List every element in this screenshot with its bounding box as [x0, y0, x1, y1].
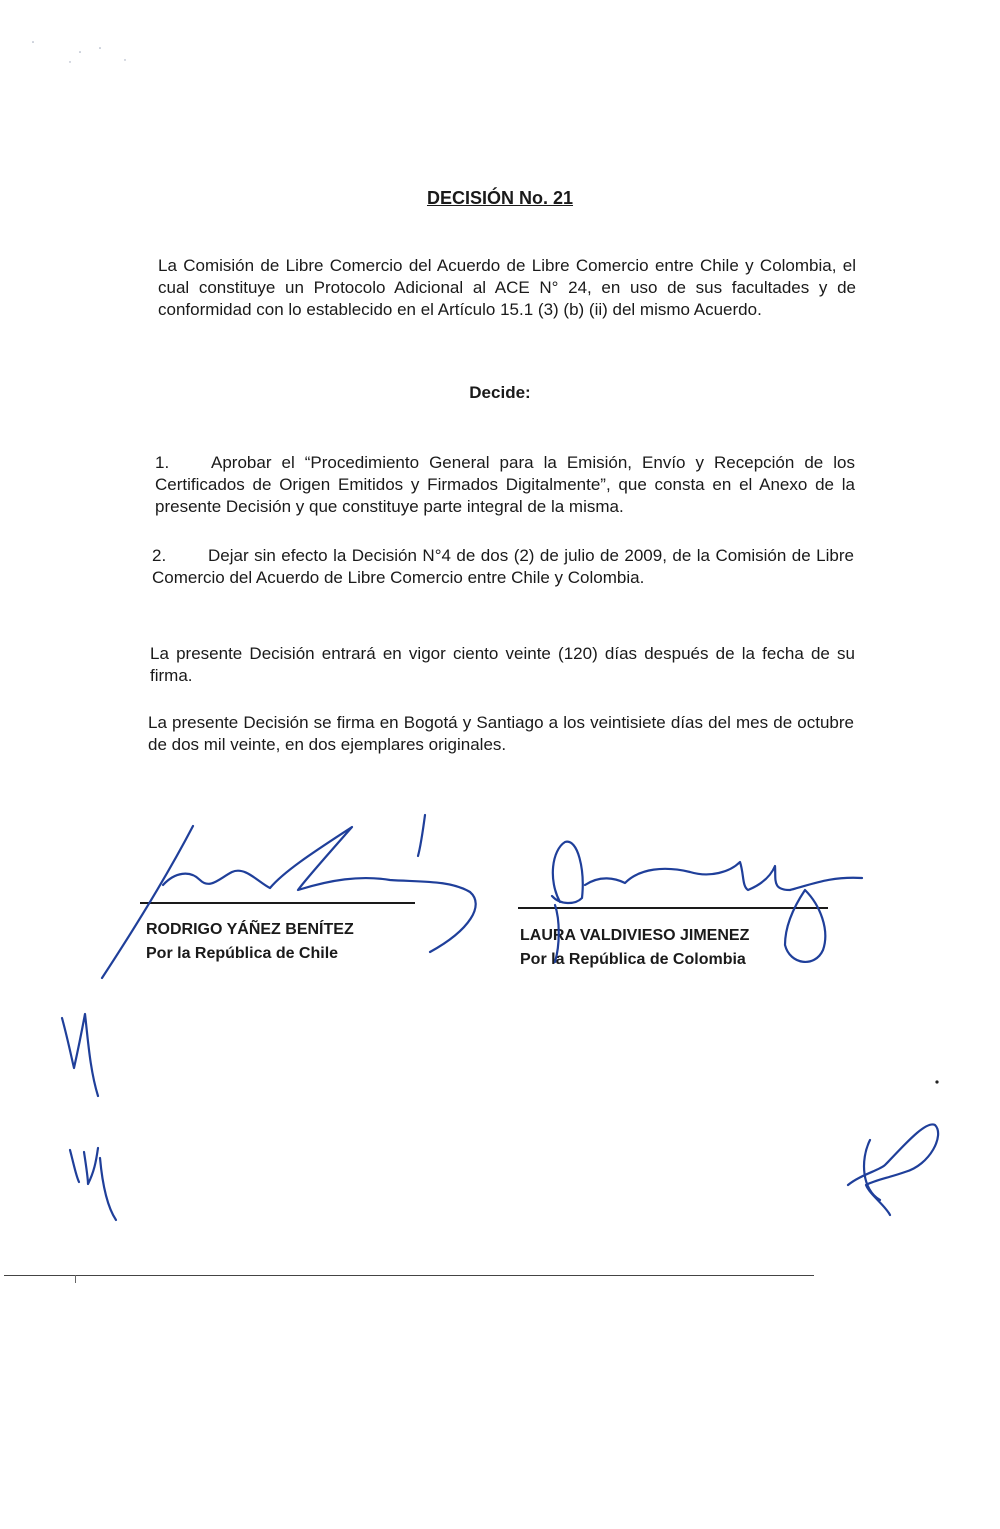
- signatory-name-colombia: LAURA VALDIVIESO JIMENEZ: [520, 927, 750, 944]
- signatory-block-chile: [146, 918, 354, 966]
- signatory-name-chile: RODRIGO YÁÑEZ BENÍTEZ: [146, 921, 354, 938]
- signature-colombia-stroke: [785, 890, 825, 962]
- decision-item-1: [155, 452, 855, 518]
- bottom-rule-tick: [75, 1275, 76, 1283]
- ink-dot: [935, 1080, 938, 1083]
- initials-mark: [70, 1148, 116, 1220]
- decision-item-2: [152, 545, 854, 589]
- signing-clause: La presente Decisión se firma en Bogotá y Santiago a los veintisiete días del mes de octubre de dos mil veinte, en dos ejemplares originales.: [148, 713, 854, 754]
- signatory-block-colombia: [520, 924, 749, 972]
- item-number: 2.: [152, 546, 167, 565]
- signatory-role-chile: Por la República de Chile: [146, 945, 339, 962]
- initials-mark: [62, 1014, 98, 1096]
- signature-line-colombia: [518, 907, 828, 909]
- preamble-paragraph: La Comisión de Libre Comercio del Acuerdo de Libre Comercio entre Chile y Colombia, el cual constituye un Protocolo Adicional al ACE N° 24, en uso de sus facultades y de conformidad con lo establecido en el Artículo 15.1 (3) (b) (ii) del mismo Acuerdo.: [158, 256, 856, 319]
- item-text: Dejar sin efecto la Decisión N°4 de dos (2) de julio de 2009, de la Comisión de Libre Comercio del Acuerdo de Libre Comercio entre Chile y Colombia.: [152, 546, 854, 587]
- decision-title: DECISIÓN No. 21: [426, 188, 574, 208]
- signature-colombia-stroke: [585, 862, 862, 890]
- initials-mark: [848, 1124, 938, 1215]
- decide-heading: Decide:: [469, 383, 531, 402]
- signature-colombia-stroke: [552, 842, 583, 903]
- signatory-role-colombia: Por la República de Colombia: [520, 951, 746, 968]
- signature-line-chile: [140, 902, 415, 904]
- item-text: Aprobar el “Procedimiento General para la Emisión, Envío y Recepción de los Certificados de Origen Emitidos y Firmados Digitalmente”, que consta en el Anexo de la presente Decisión y que constituye parte integral de la misma.: [155, 453, 855, 516]
- item-number: 1.: [155, 453, 170, 472]
- initials-mark: [864, 1140, 880, 1200]
- signature-chile-stroke: [418, 815, 425, 856]
- effective-clause: La presente Decisión entrará en vigor ciento veinte (120) días después de la fecha de su firma.: [150, 644, 855, 685]
- bottom-rule: [4, 1275, 814, 1276]
